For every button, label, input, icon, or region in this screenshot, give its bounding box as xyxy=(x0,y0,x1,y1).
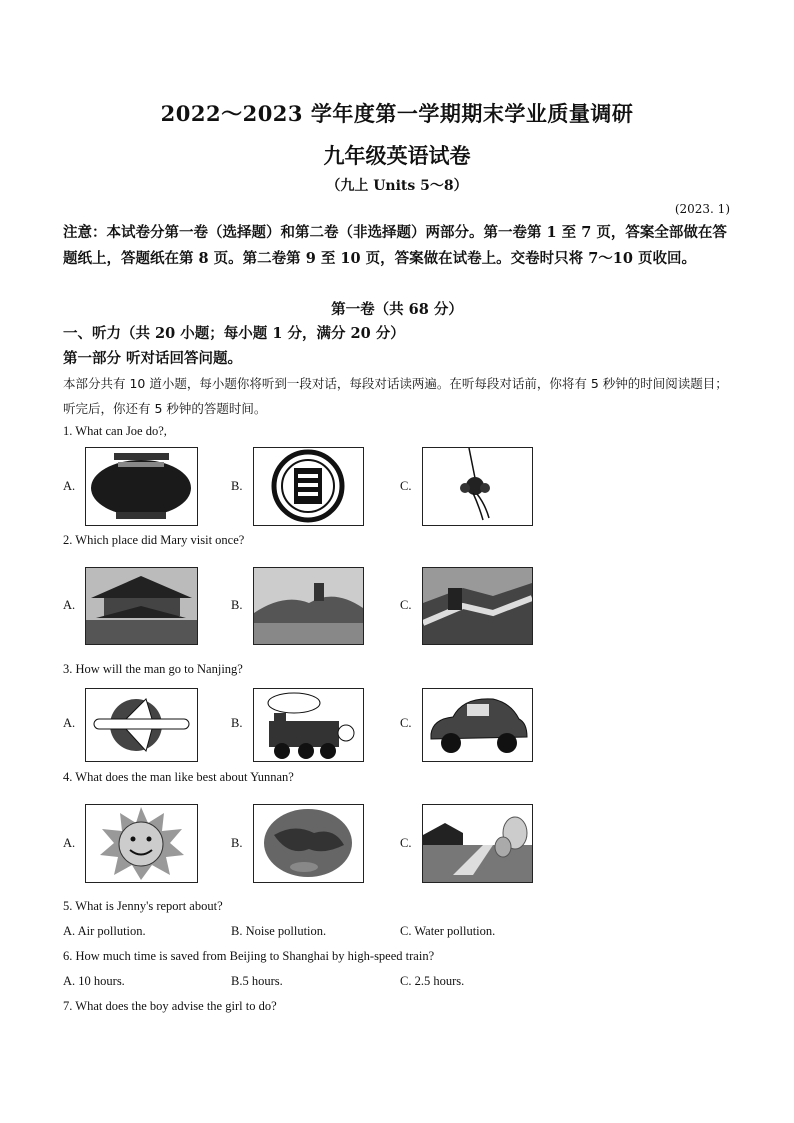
car-icon[interactable] xyxy=(422,688,533,762)
option-3b[interactable]: B. xyxy=(231,716,243,730)
instructions: 本部分共有 10 道小题，每小题你将听到一段对话，每段对话读两遍。在听每段对话前，你将有 5 秒钟的时间阅读题目；听完后，你还有 5 秒钟的答题时间。 xyxy=(63,376,728,416)
train-icon[interactable] xyxy=(253,688,364,762)
lake-pagoda-icon[interactable] xyxy=(253,567,364,645)
sun-icon[interactable] xyxy=(85,804,198,883)
option-4a[interactable]: A. xyxy=(63,836,76,850)
lantern-icon[interactable] xyxy=(85,447,198,526)
paper-cutting-icon[interactable] xyxy=(253,447,364,526)
question-1: 1. What can Joe do?, xyxy=(63,424,167,438)
exam-scope: （九上 Units 5～8） xyxy=(326,178,468,194)
part-heading: 第一部分 听对话回答问题。 xyxy=(63,350,243,367)
option-6b[interactable]: B.5 hours. xyxy=(231,974,283,988)
chinese-knot-icon[interactable] xyxy=(422,447,533,526)
question-6: 6. How much time is saved from Beijing to Shanghai by high-speed train? xyxy=(63,949,435,963)
option-4b[interactable]: B. xyxy=(231,836,243,850)
globe-icon[interactable] xyxy=(253,804,364,883)
exam-title: 2022～2023 学年度第一学期期末学业质量调研 xyxy=(160,101,634,126)
option-5c[interactable]: C. Water pollution. xyxy=(400,924,496,938)
option-4c[interactable]: C. xyxy=(400,836,412,850)
plane-icon[interactable] xyxy=(85,688,198,762)
question-4: 4. What does the man like best about Yunnan? xyxy=(63,770,294,784)
landscape-icon[interactable] xyxy=(422,804,533,883)
volume-heading: 第一卷（共 68 分） xyxy=(331,301,463,318)
great-wall-icon[interactable] xyxy=(422,567,533,645)
option-2c[interactable]: C. xyxy=(400,598,412,612)
option-5b[interactable]: B. Noise pollution. xyxy=(231,924,327,938)
section-heading: 一、听力（共 20 小题；每小题 1 分，满分 20 分） xyxy=(63,325,405,342)
option-3a[interactable]: A. xyxy=(63,716,76,730)
option-1c[interactable]: C. xyxy=(400,479,412,493)
question-2: 2. Which place did Mary visit once? xyxy=(63,533,245,547)
option-5a[interactable]: A. Air pollution. xyxy=(63,924,146,938)
question-5: 5. What is Jenny's report about? xyxy=(63,899,223,913)
option-3c[interactable]: C. xyxy=(400,716,412,730)
option-6a[interactable]: A. 10 hours. xyxy=(63,974,125,988)
notice-paragraph: 注意：本试卷分第一卷（选择题）和第二卷（非选择题）两部分。第一卷第 1 至 7 页，答案全部做在答题纸上，答题纸在第 8 页。第二卷第 9 至 10 页，答案做在试卷上。交卷时只将 7～10 页收回。 xyxy=(63,224,727,267)
exam-date: (2023. 1) xyxy=(674,202,730,216)
question-3: 3. How will the man go to Nanjing? xyxy=(63,662,243,676)
palace-icon[interactable] xyxy=(85,567,198,645)
option-2b[interactable]: B. xyxy=(231,598,243,612)
option-1b[interactable]: B. xyxy=(231,479,243,493)
option-1a[interactable]: A. xyxy=(63,479,76,493)
exam-subtitle: 九年级英语试卷 xyxy=(323,143,471,168)
option-2a[interactable]: A. xyxy=(63,598,76,612)
option-6c[interactable]: C. 2.5 hours. xyxy=(400,974,465,988)
question-7: 7. What does the boy advise the girl to do? xyxy=(63,999,277,1013)
